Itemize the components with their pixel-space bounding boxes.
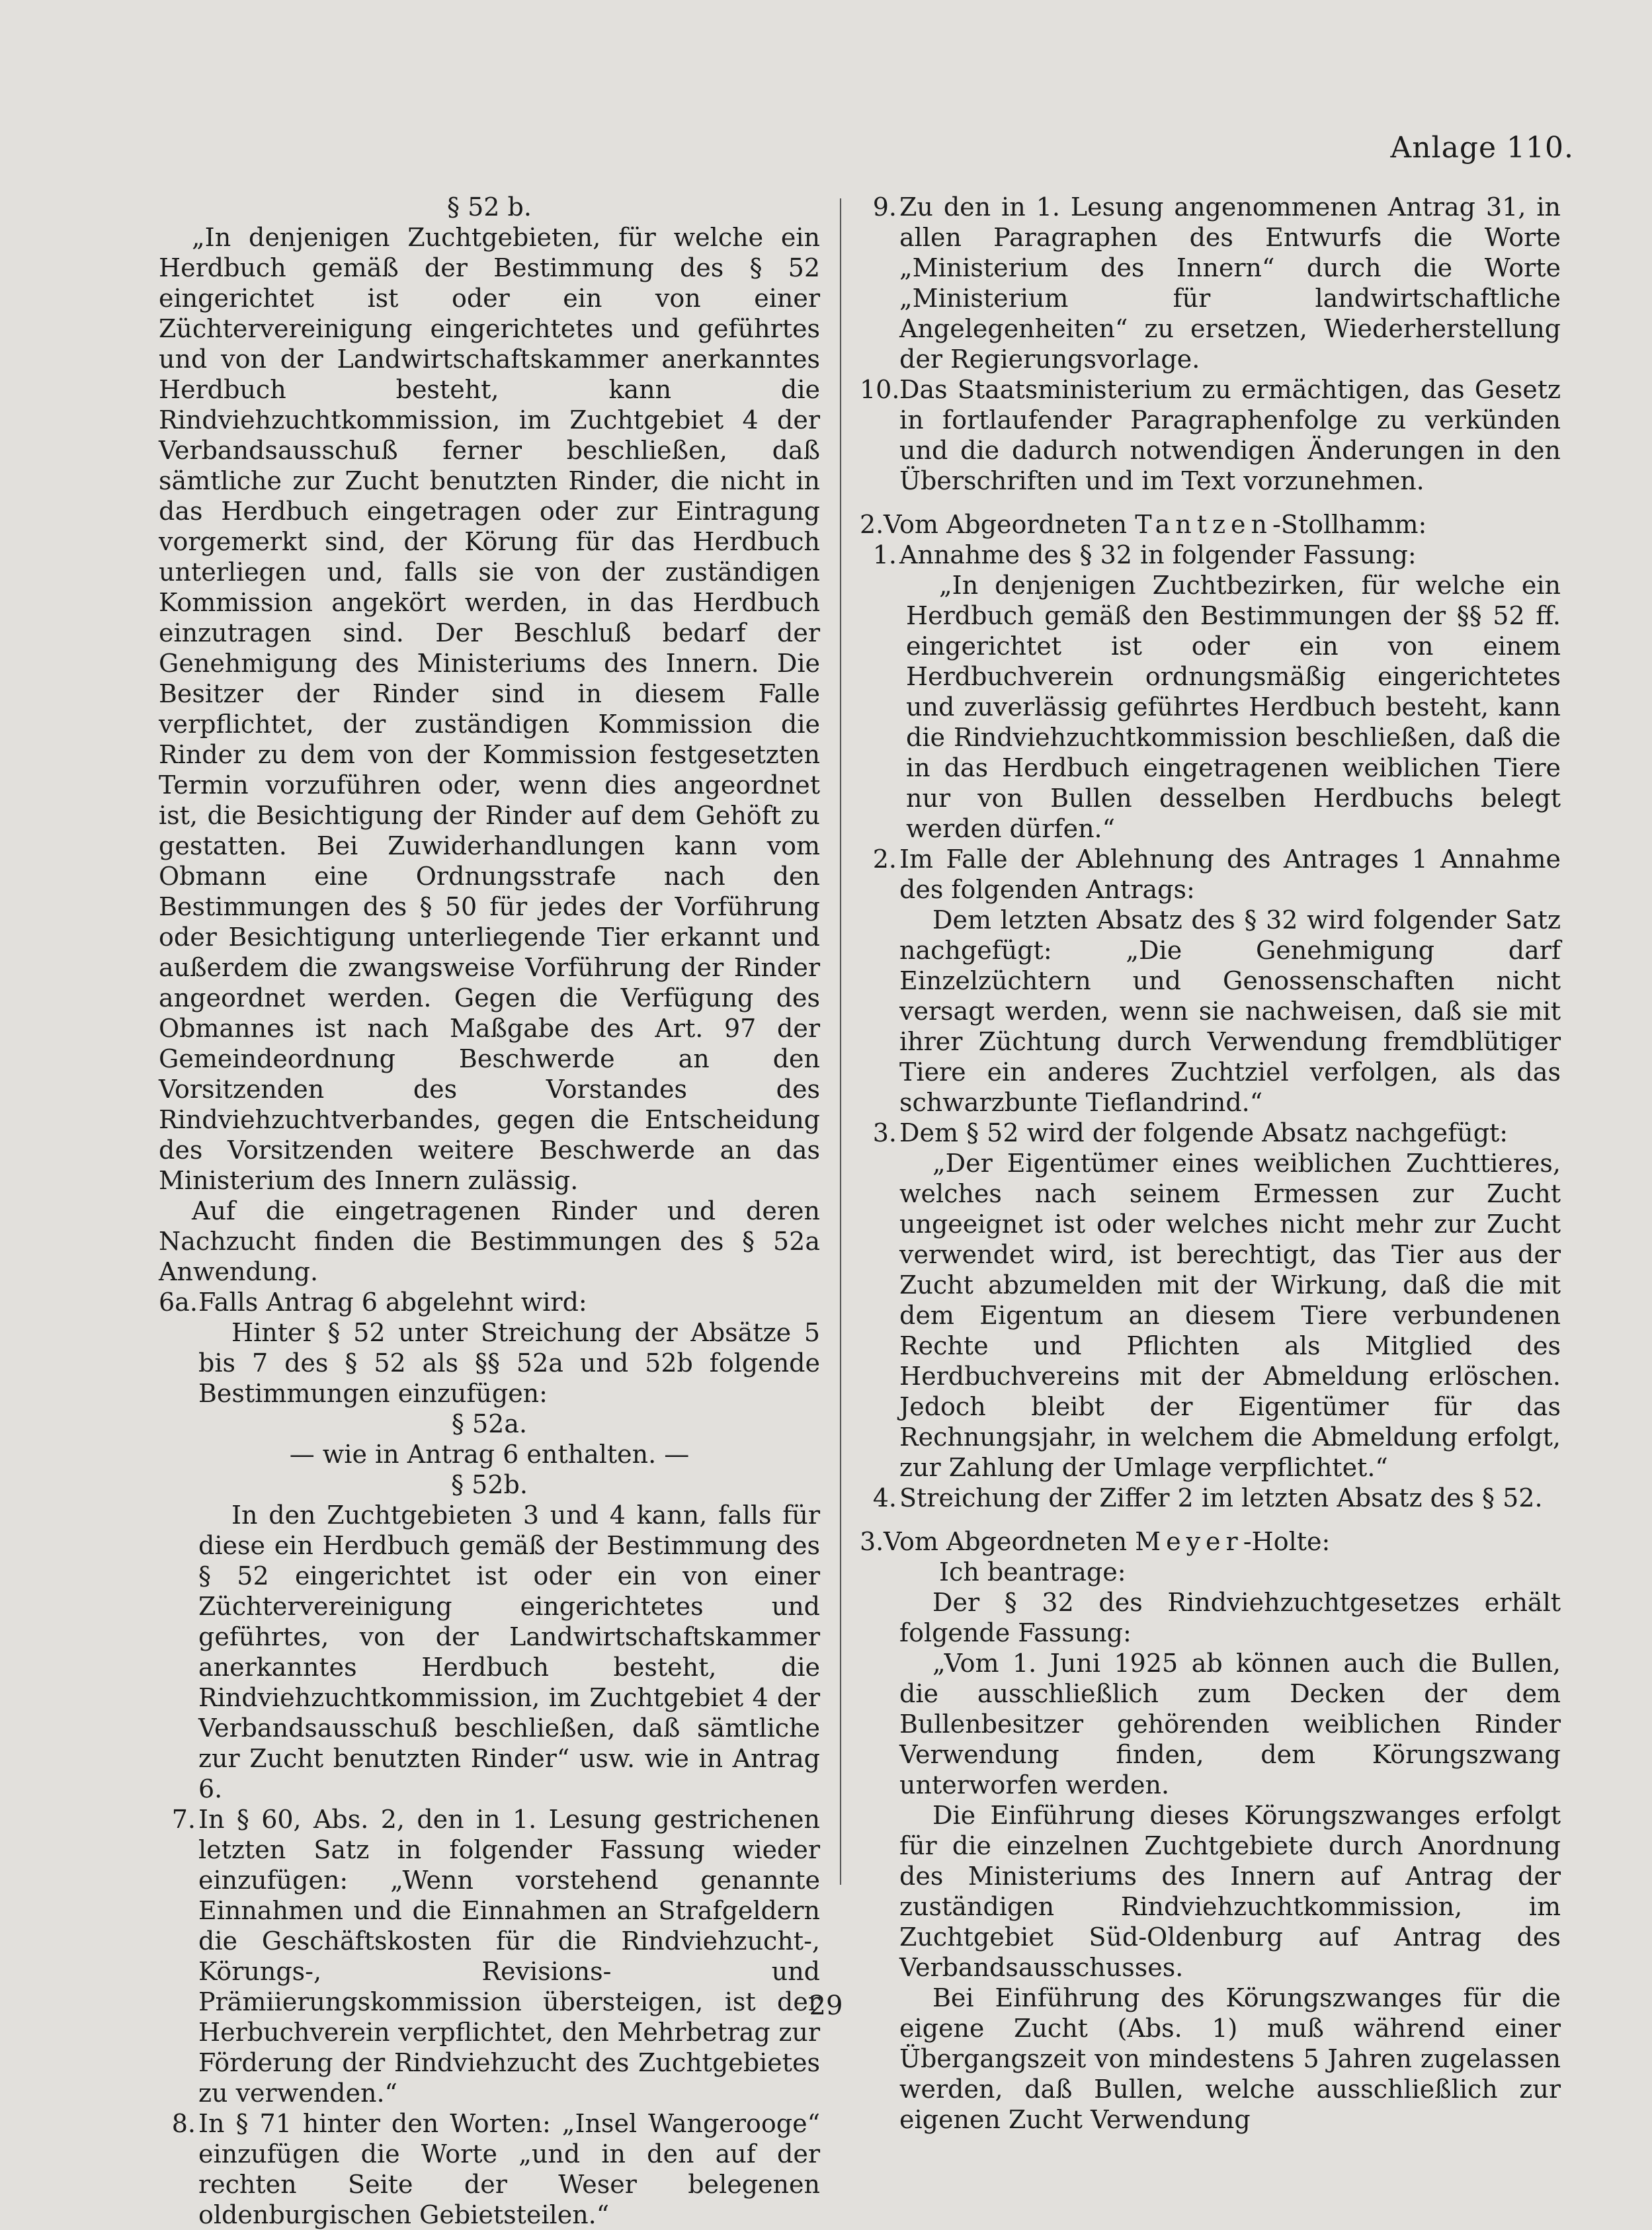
proposal-suffix: -Holte: [1243, 1527, 1331, 1556]
item-number: 9. [872, 192, 897, 222]
list-item [159, 2108, 820, 2230]
quoted-text: „Der Eigentümer eines weiblichen Zuchttieres, welches nach seinem Ermessen zur Zucht ungeeignet ist oder welches nicht mehr zur Zucht verwendet wird, ist berechtigt, das Tier aus der Zucht abzumelden mit der Wirkung, daß die mit dem Eigentum an diesem Tiere verbundenen Rechte und Pflichten als Mitglied des Herdbuchvereins mit der Abmeldung erlöschen. Jedoch bleibt der Eigentümer für das Rechnungsjahr, in welchem die Abmeldung erfolgt, zur Zahlung der Umlage verpflichtet.“ [899, 1149, 1561, 1482]
proposal-suffix: -Stollhamm: [1272, 510, 1427, 539]
paragraph: Auf die eingetragenen Rinder und deren Nachzucht finden die Bestimmungen des § 52a Anwendung. [159, 1196, 820, 1286]
page-number: 29 [809, 1991, 843, 2021]
list-item [860, 1483, 1561, 1513]
item-text: Das Staatsministerium zu ermächtigen, das Gesetz in fortlaufender Paragraphenfolge zu verkünden und die dadurch notwendigen Änderungen in den Überschriften und im Text vorzunehmen. [899, 375, 1561, 495]
paragraph: In den Zuchtgebieten 3 und 4 kann, falls für diese ein Herdbuch gemäß der Bestimmung des § 52 eingerichtet ist oder ein von einer Züchtervereinigung eingerichtetes und geführtes, von der Landwirtschaftskammer anerkanntes Herdbuch besteht, die Rindviehzuchtkommission, im Zuchtgebiet 4 der Verbandsausschuß beschließen, daß sämtliche zur Zucht benutzten Rinder“ usw. wie in Antrag 6. [198, 1501, 820, 1803]
left-column [159, 192, 820, 2230]
item-text: Zu den in 1. Lesung angenommenen Antrag 31, in allen Paragraphen des Entwurfs die Worte „Ministerium des Innern“ durch die Worte „Ministerium für landwirtschaftliche Angelegenheiten“ zu ersetzen, Wiederherstellung der Regierungsvorlage. [899, 192, 1561, 374]
item-number: 1. [872, 540, 897, 569]
item-number: 3. [860, 1527, 884, 1556]
item-text: Falls Antrag 6 abgelehnt wird: [198, 1288, 587, 1317]
appendix-label: Anlage 110. [1390, 131, 1574, 165]
item-text: Annahme des § 32 in folgender Fassung: [899, 540, 1417, 569]
list-item [860, 1118, 1561, 1148]
item-number: 6a. [159, 1288, 198, 1317]
proposal-heading [860, 1526, 1561, 1557]
item-number: 3. [872, 1118, 897, 1147]
section-heading: § 52 b. [447, 192, 532, 222]
item-number: 10. [860, 375, 900, 404]
quoted-text: „In denjenigen Zuchtbezirken, für welche ein Herdbuch gemäß den Bestimmungen der §§ 52 ff. eingerichtet ist oder ein von einem Herdbuchverein ordnungsmäßig eingerichtetes und zuverlässig geführtes Herdbuch besteht, kann die Rindviehzuchtkommission beschließen, daß die in das Herdbuch eingetragenen weiblichen Tiere nur von Bullen desselben Herdbuchs belegt werden dürfen.“ [906, 571, 1561, 843]
paragraph: Hinter § 52 unter Streichung der Absätze 5 bis 7 des § 52 als §§ 52a und 52b folgende Bestimmungen einzufügen: [198, 1318, 820, 1408]
paragraph: Der § 32 des Rindviehzuchtgesetzes erhält folgende Fassung: [899, 1588, 1561, 1647]
list-item [860, 192, 1561, 374]
paragraph: — wie in Antrag 6 enthalten. — [289, 1440, 690, 1469]
paragraph: Die Einführung dieses Körungszwanges erfolgt für die einzelnen Zuchtgebiete durch Anordnung des Ministeriums des Innern auf Antrag der zuständigen Rindviehzuchtkommission, im Zuchtgebiet Süd-Oldenburg auf Antrag des Verbandsausschusses. [899, 1801, 1561, 1982]
section-heading: § 52a. [451, 1409, 528, 1438]
proposal-prefix: Vom Abgeordneten [884, 510, 1128, 539]
deputy-name: Meyer [1135, 1527, 1243, 1556]
item-number: 2. [860, 510, 884, 539]
list-item [860, 844, 1561, 905]
list-item [860, 540, 1561, 570]
right-column [860, 192, 1561, 2135]
deputy-name: Tantzen [1135, 510, 1272, 539]
proposal-heading [860, 509, 1561, 540]
item-text: Im Falle der Ablehnung des Antrages 1 Annahme des folgenden Antrags: [899, 845, 1561, 904]
paragraph: Bei Einführung des Körungszwanges für die eigene Zucht (Abs. 1) muß während einer Übergangszeit von mindestens 5 Jahren zugelassen werden, daß Bullen, welche ausschließlich zur eigenen Zucht Verwendung [899, 1983, 1561, 2134]
item-text: In § 71 hinter den Worten: „Insel Wangerooge“ einzufügen die Worte „und in den auf der rechten Seite der Weser belegenen oldenburgischen Gebietsteilen.“ [198, 2109, 820, 2229]
item-number: 4. [872, 1483, 897, 1512]
item-text: Streichung der Ziffer 2 im letzten Absatz des § 52. [899, 1483, 1543, 1512]
list-item [159, 1804, 820, 2108]
section-heading: § 52b. [451, 1470, 528, 1499]
proposal-prefix: Vom Abgeordneten [884, 1527, 1128, 1556]
item-text: In § 60, Abs. 2, den in 1. Lesung gestrichenen letzten Satz in folgender Fassung wieder einzufügen: „Wenn vorstehend genannte Einnahmen und die Einnahmen an Strafgeldern die Geschäftskosten für die Rindviehzucht-, Körungs-, Revisions- und Prämiierungskommission übersteigen, ist der Herbuchverein verpflichtet, den Mehrbetrag zur Förderung der Rindviehzucht des Zuchtgebietes zu verwenden.“ [198, 1805, 820, 2108]
item-number: 8. [171, 2109, 196, 2138]
column-divider [840, 198, 841, 1885]
list-item [159, 1287, 820, 1317]
paragraph: „In denjenigen Zuchtgebieten, für welche ein Herdbuch gemäß der Bestimmung des § 52 eingerichtet ist oder ein von einer Züchtervereinigung eingerichtetes und geführtes und von der Landwirtschaftskammer anerkanntes Herdbuch besteht, kann die Rindviehzuchtkommission, im Zuchtgebiet 4 der Verbandsausschuß ferner beschließen, daß sämtliche zur Zucht benutzten Rinder, die nicht in das Herdbuch eingetragen oder zur Eintragung vorgemerkt sind, der Körung für das Herdbuch unterliegen und, falls sie von der zuständigen Kommission angekört werden, in das Herdbuch einzutragen sind. Der Beschluß bedarf der Genehmigung des Ministeriums des Innern. Die Besitzer der Rinder sind in diesem Falle verpflichtet, der zuständigen Kommission die Rinder zu dem von der Kommission festgesetzten Termin vorzuführen oder, wenn dies angeordnet ist, die Besichtigung der Rinder auf dem Gehöft zu gestatten. Bei Zuwiderhandlungen kann vom Obmann eine Ordnungsstrafe nach den Bestimmungen des § 50 für jedes der Vorführung oder Besichtigung unterliegende Tier erkannt und außerdem die zwangsweise Vorführung der Rinder angeordnet werden. Gegen die Verfügung des Obmannes ist nach Maßgabe des Art. 97 der Gemeindeordnung Beschwerde an den Vorsitzenden des Vorstandes des Rindviehzuchtverbandes, gegen die Entscheidung des Vorsitzenden weitere Beschwerde an das Ministerium des Innern zulässig. [159, 223, 820, 1195]
item-text: Dem § 52 wird der folgende Absatz nachgefügt: [899, 1118, 1508, 1147]
list-item [860, 374, 1561, 496]
item-number: 2. [872, 845, 897, 874]
paragraph: Dem letzten Absatz des § 32 wird folgender Satz nachgefügt: „Die Genehmigung darf Einzelzüchtern und Genossenschaften nicht versagt werden, wenn sie nachweisen, daß sie mit ihrer Züchtung durch Verwendung fremdblütiger Tiere ein anderes Zuchtziel verfolgen, als das schwarzbunte Tieflandrind.“ [899, 905, 1561, 1117]
paragraph: Ich beantrage: [939, 1557, 1126, 1587]
quoted-text: „Vom 1. Juni 1925 ab können auch die Bullen, die ausschließlich zum Decken der dem Bullenbesitzer gehörenden weiblichen Rinder Verwendung finden, dem Körungszwang unterworfen werden. [899, 1649, 1561, 1799]
item-number: 7. [171, 1805, 196, 1834]
